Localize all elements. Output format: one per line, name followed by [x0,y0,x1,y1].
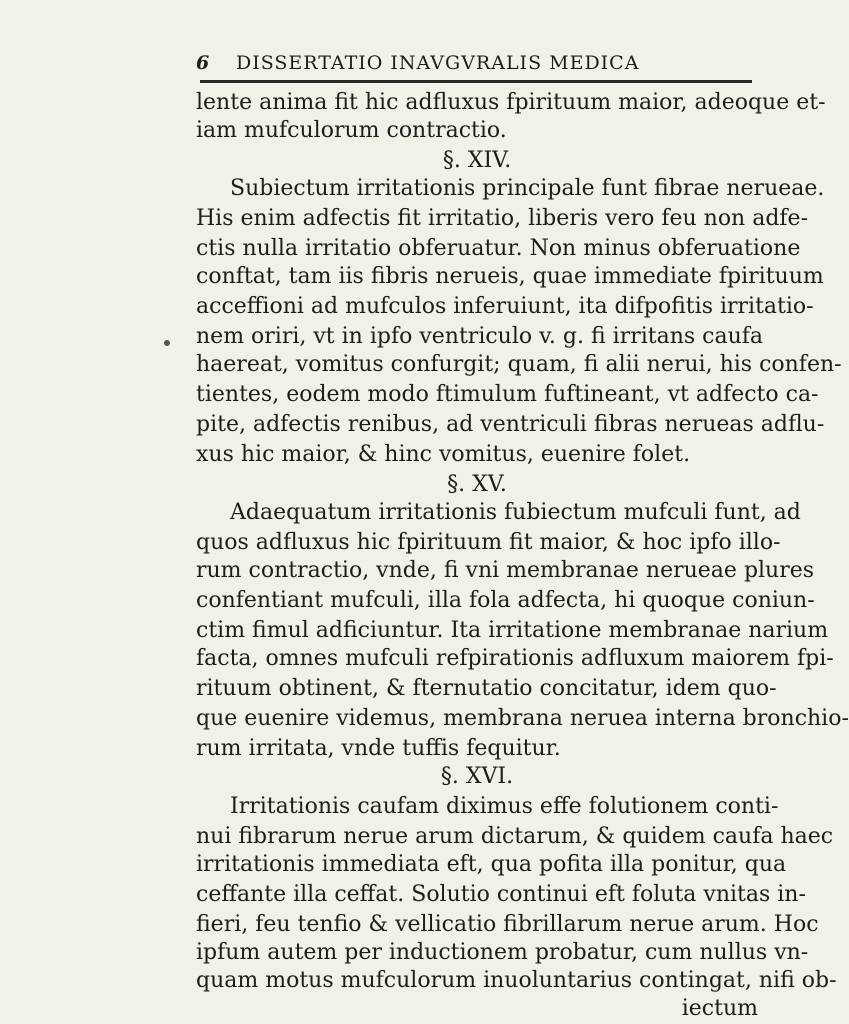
text-line: Adaequatum irritationis fubiectum mufculi funt, ad [230,500,801,525]
section-heading: §. XIV. [442,148,512,173]
text-line: conftat, tam iis fibris nerueis, quae immediate fpirituum [196,264,824,289]
text-line: iam mufculorum contractio. [196,118,507,143]
text-line: haereat, vomitus confurgit; quam, fi alii nerui, his confen- [196,352,842,377]
text-line: irritationis immediata eft, qua pofita illa ponitur, qua [196,852,787,877]
section-heading: §. XV. [447,472,507,497]
text-line: pite, adfectis renibus, ad ventriculi fibras nerueas adflu- [196,412,825,437]
text-line: rum contractio, vnde, fi vni membranae nerueae plures [196,558,815,583]
text-line: quam motus mufculorum inuoluntarius contingat, nifi ob- [196,968,837,993]
text-line: ceffante illa ceffat. Solutio continui eft foluta vnitas in- [196,882,806,907]
text-line: fieri, feu tenfio & vellicatio fibrillarum nerue arum. Hoc [196,912,819,937]
text-line: quos adfluxus hic fpirituum fit maior, & hoc ipfo illo- [196,530,781,555]
text-line: rituum obtinent, & fternutatio concitatur, idem quo- [196,676,777,701]
margin-dot [164,340,170,346]
text-line: xus hic maior, & hinc vomitus, euenire folet. [196,442,691,467]
running-title: DISSERTATIO INAVGVRALIS MEDICA [236,52,640,74]
text-line: ctis nulla irritatio obferuatur. Non minus obferuatione [196,236,801,261]
catchword: iectum [681,996,758,1021]
text-line: facta, omnes mufculi refpirationis adfluxum maiorem fpi- [196,646,834,671]
header-rule [200,80,752,83]
text-line: nem oriri, vt in ipfo ventriculo v. g. fi irritans caufa [196,324,764,349]
text-line: que euenire videmus, membrana neruea interna bronchio- [196,706,849,731]
page-number: 6 [196,52,211,74]
text-line: Irritationis caufam diximus effe folutionem conti- [230,794,779,819]
text-line: nui fibrarum nerue arum dictarum, & quidem caufa haec [196,824,834,849]
text-line: acceffioni ad mufculos inferuiunt, ita difpofitis irritatio- [196,294,814,319]
text-line: Subiectum irritationis principale funt fibrae nerueae. [230,176,825,201]
text-line: ctim fimul adficiuntur. Ita irritatione membranae narium [196,618,829,643]
text-line: tientes, eodem modo ftimulum fuftineant, vt adfecto ca- [196,382,819,407]
text-line: lente anima fit hic adfluxus fpirituum maior, adeoque et- [196,90,826,115]
section-heading: §. XVI. [440,764,514,789]
text-line: ipfum autem per inductionem probatur, cum nullus vn- [196,940,809,965]
text-line: confentiant mufculi, illa fola adfecta, hi quoque coniun- [196,588,815,613]
text-line: rum irritata, vnde tuffis fequitur. [196,736,561,761]
text-line: His enim adfectis fit irritatio, liberis vero feu non adfe- [196,206,809,231]
